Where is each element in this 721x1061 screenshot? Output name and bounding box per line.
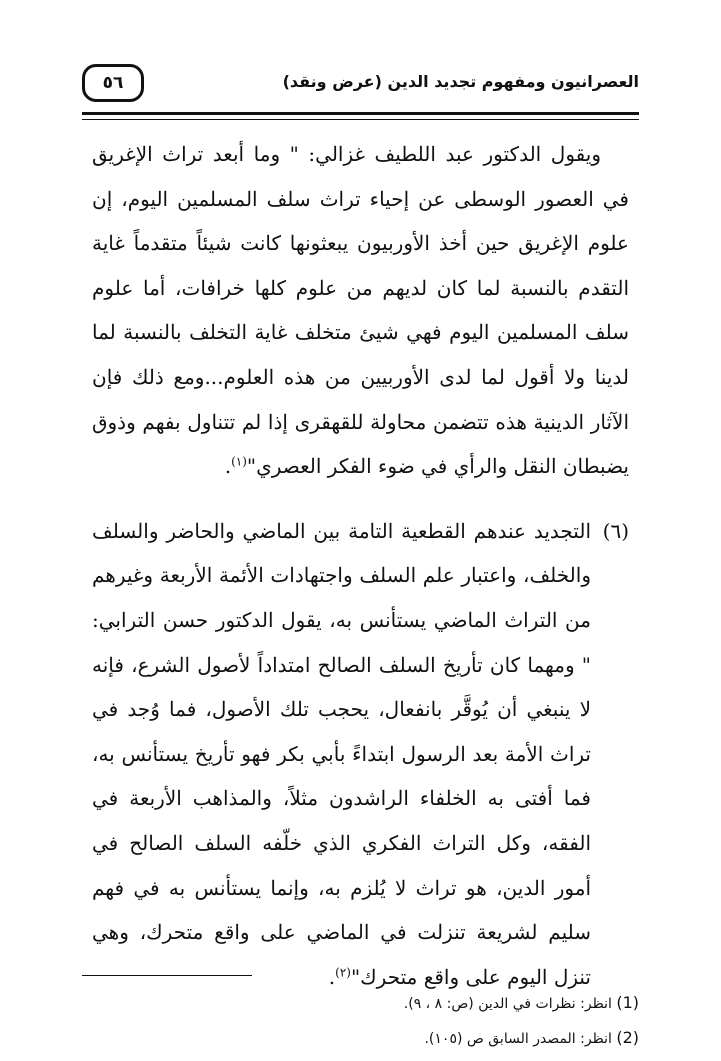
- footnotes: [82, 986, 639, 1056]
- footnote-ref-1[interactable]: (١): [231, 454, 247, 469]
- paragraph-text: التجديد عندهم القطعية التامة بين الماضي والحاضر والسلف والخلف، واعتبار علم السلف واجتهادات الأئمة الأربعة وغيرهم من التراث الماضي يستأنس به، يقول الدكتور حسن الترابي: " ومهما كان تأريخ السلف الصالح امتداداً لأصول الشرع، فإنه لا ينبغي أن يُوقَّر بانفعال، يحجب تلك الأصول، فما وُجد في تراث الأمة بعد الرسول ابتداءً بأبي بكر فهو تأريخ يستأنس به، فما أفتى به الخلفاء الراشدون مثلاً، والمذاهب الأربعة في الفقه، وكل التراث الفكري الذي خلّفه السلف الصالح في أمور الدين، هو تراث لا يُلزم به، وإنما يستأنس به في فهم سليم لشريعة تنزلت في الماضي على واقع متحرك، وهي تنزل اليوم على واقع متحرك": [92, 518, 591, 989]
- footnote-1: (1) انظر: نظرات في الدين (ص: ٨ ، ٩).: [403, 993, 639, 1012]
- header-divider: [82, 112, 639, 120]
- footnote-2: (2) انظر: المصدر السابق ص (١٠٥).: [424, 1028, 639, 1047]
- page-header: [82, 64, 639, 106]
- paragraph-quote-turabi: التجديد عندهم القطعية التامة بين الماضي والحاضر والسلف والخلف، واعتبار علم السلف واجتهادات الأئمة الأربعة وغيرهم من التراث الماضي يستأنس به، يقول الدكتور حسن الترابي: " ومهما كان تأريخ السلف الصالح امتداداً لأصول الشرع، فإنه لا ينبغي أن يُوقَّر بانفعال، يحجب تلك الأصول، فما وُجد في تراث الأمة بعد الرسول ابتداءً بأبي بكر فهو تأريخ يستأنس به، فما أفتى به الخلفاء الراشدون مثلاً، والمذاهب الأربعة في الفقه، وكل التراث الفكري الذي خلّفه السلف الصالح في أمور الدين، هو تراث لا يُلزم به، وإنما يستأنس به في فهم سليم لشريعة تنزلت في الماضي على واقع متحرك، وهي تنزل اليوم على واقع متحرك"$^{(٢)}$.: [92, 518, 591, 989]
- footnote-ref-2[interactable]: (٢): [335, 965, 351, 980]
- running-title: العصرانيون ومفهوم تجديد الدين (عرض ونقد): [282, 72, 639, 91]
- numbered-item-6: [92, 509, 629, 1000]
- footnote-divider: [82, 975, 252, 976]
- page-number: ٥٦: [82, 64, 144, 102]
- main-text: [92, 132, 629, 999]
- paragraph-quote-ghazali: ويقول الدكتور عبد اللطيف غزالي: " وما أبعد تراث الإغريق في العصور الوسطى عن إحياء تراث سلف المسلمين اليوم، إن علوم الإغريق حين أخذ الأوربيون يبعثونها كانت شيئاً متقدماً غاية التقدم بالنسبة لما كان لديهم من علوم كلها خرافات، أما علوم سلف المسلمين اليوم فهي شيئ متخلف غاية التخلف بالنسبة لما لدينا ولا أقول لما لدى الأوربيين من هذه العلوم...ومع ذلك فإن الآثار الدينية هذه تتضمن محاولة للقهقرى إذا لم تتناول بفهم وذوق يضبطان النقل والرأي في ضوء الفكر العصري"$^{(١)}$.: [92, 142, 629, 479]
- item-number: (٦): [602, 518, 629, 543]
- paragraph-text: ويقول الدكتور عبد اللطيف غزالي: " وما أبعد تراث الإغريق في العصور الوسطى عن إحياء تراث سلف المسلمين اليوم، إن علوم الإغريق حين أخذ الأوربيون يبعثونها كانت شيئاً متقدماً غاية التقدم بالنسبة لما كان لديهم من علوم كلها خرافات، أما علوم سلف المسلمين اليوم فهي شيئ متخلف غاية التخلف بالنسبة لما لدينا ولا أقول لما لدى الأوربيين من هذه العلوم...ومع ذلك فإن الآثار الدينية هذه تتضمن محاولة للقهقرى إذا لم تتناول بفهم وذوق يضبطان النقل والرأي في ضوء الفكر العصري": [92, 142, 629, 479]
